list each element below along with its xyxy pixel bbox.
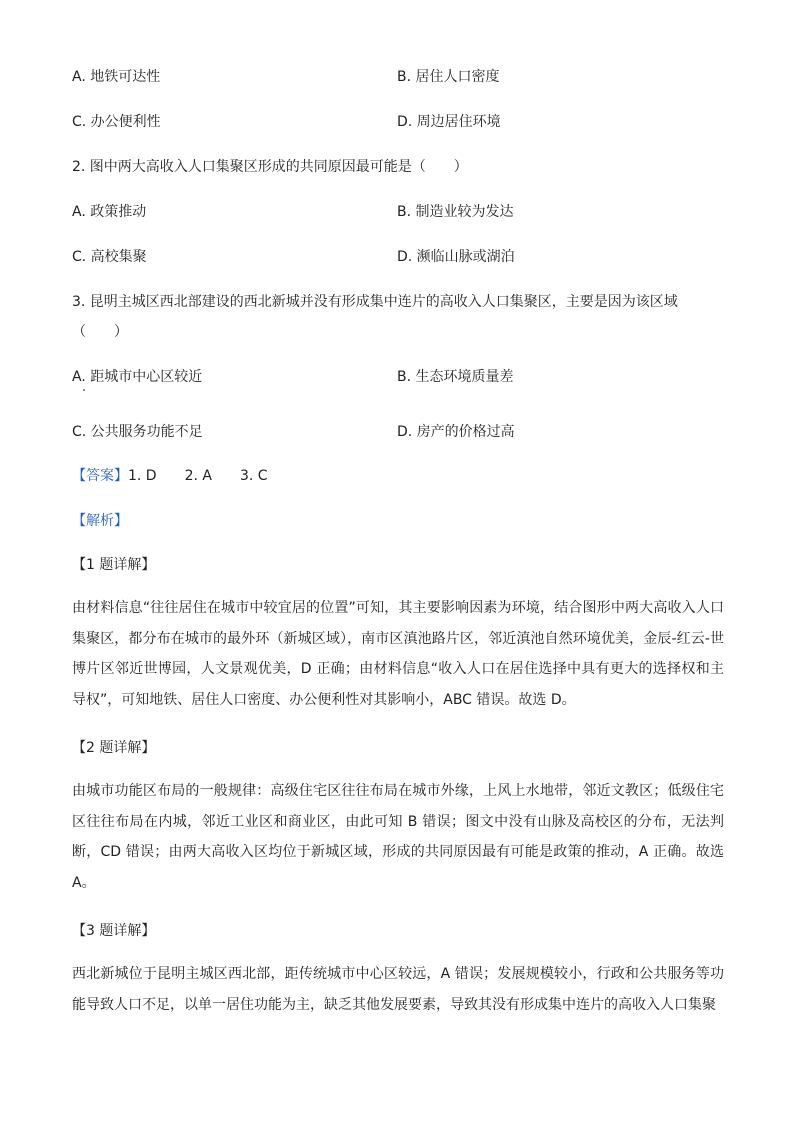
detail2-text: 由城市功能区布局的一般规律：高级住宅区往往布局在城市外缘，上风上水地带，邻近文教区；低级住宅区往往布局在内城，邻近工业区和商业区，由此可知 B 错误；图文中没有山脉及高校区的分布，无法判断，CD 错误；由两大高收入区均位于新城区域，形成的共同原因最有可能是政策的推动，A 正确。故选 A。 — [72, 783, 724, 891]
q1-option-d: D. 周边居住环境 — [397, 114, 501, 130]
detail1-label: 【1 题详解】 — [72, 557, 156, 573]
q1-option-c: C. 办公便利性 — [72, 114, 161, 130]
detail3-text: 西北新城位于昆明主城区西北部，距传统城市中心区较远，A 错误；发展规模较小，行政和公共服务等功能导致人口不足，以单一居住功能为主，缺乏其他发展要素，导致其没有形成集中连片的高收入人口集聚 — [72, 966, 724, 1013]
q2-stem: 2. 图中两大高收入人口集聚区形成的共同原因最可能是（ ） — [72, 159, 468, 175]
answer-value: 1. D 2. A 3. C — [128, 468, 268, 484]
analysis-label: 【解析】 — [72, 513, 128, 529]
q2-option-d: D. 濒临山脉或湖泊 — [397, 249, 515, 265]
detail3-label: 【3 题详解】 — [72, 923, 156, 939]
q3-option-a: A. 距城市中心区较近 — [72, 369, 203, 385]
stray-dot — [83, 389, 85, 391]
q3-option-d: D. 房产的价格过高 — [397, 424, 515, 440]
q2-option-b: B. 制造业较为发达 — [397, 204, 514, 220]
q1-option-b: B. 居住人口密度 — [397, 69, 500, 85]
answer-label: 【答案】 — [72, 468, 128, 484]
q3-stem-line1: 3. 昆明主城区西北部建设的西北新城并没有形成集中连片的高收入人口集聚区，主要是因为该区域 — [72, 294, 678, 310]
q3-option-c: C. 公共服务功能不足 — [72, 424, 203, 440]
q3-stem-line2: （ ） — [72, 324, 128, 340]
q2-option-c: C. 高校集聚 — [72, 249, 147, 265]
q1-option-a: A. 地铁可达性 — [72, 69, 161, 85]
q3-option-b: B. 生态环境质量差 — [397, 369, 514, 385]
detail1-text: 由材料信息“往往居住在城市中较宜居的位置”可知，其主要影响因素为环境，结合图形中两大高收入人口集聚区，都分布在城市的最外环（新城区域），南市区滇池路片区，邻近滇池自然环境优美，金辰-红云-世博片区邻近世博园，人文景观优美，D 正确；由材料信息“收入人口在居住选择中具有更大的选择权和主导权”，可知地铁、居住人口密度、办公便利性对其影响小，ABC 错误。故选 D。 — [72, 600, 724, 708]
answer-line — [72, 465, 268, 485]
detail2-label: 【2 题详解】 — [72, 740, 156, 756]
q2-option-a: A. 政策推动 — [72, 204, 147, 220]
